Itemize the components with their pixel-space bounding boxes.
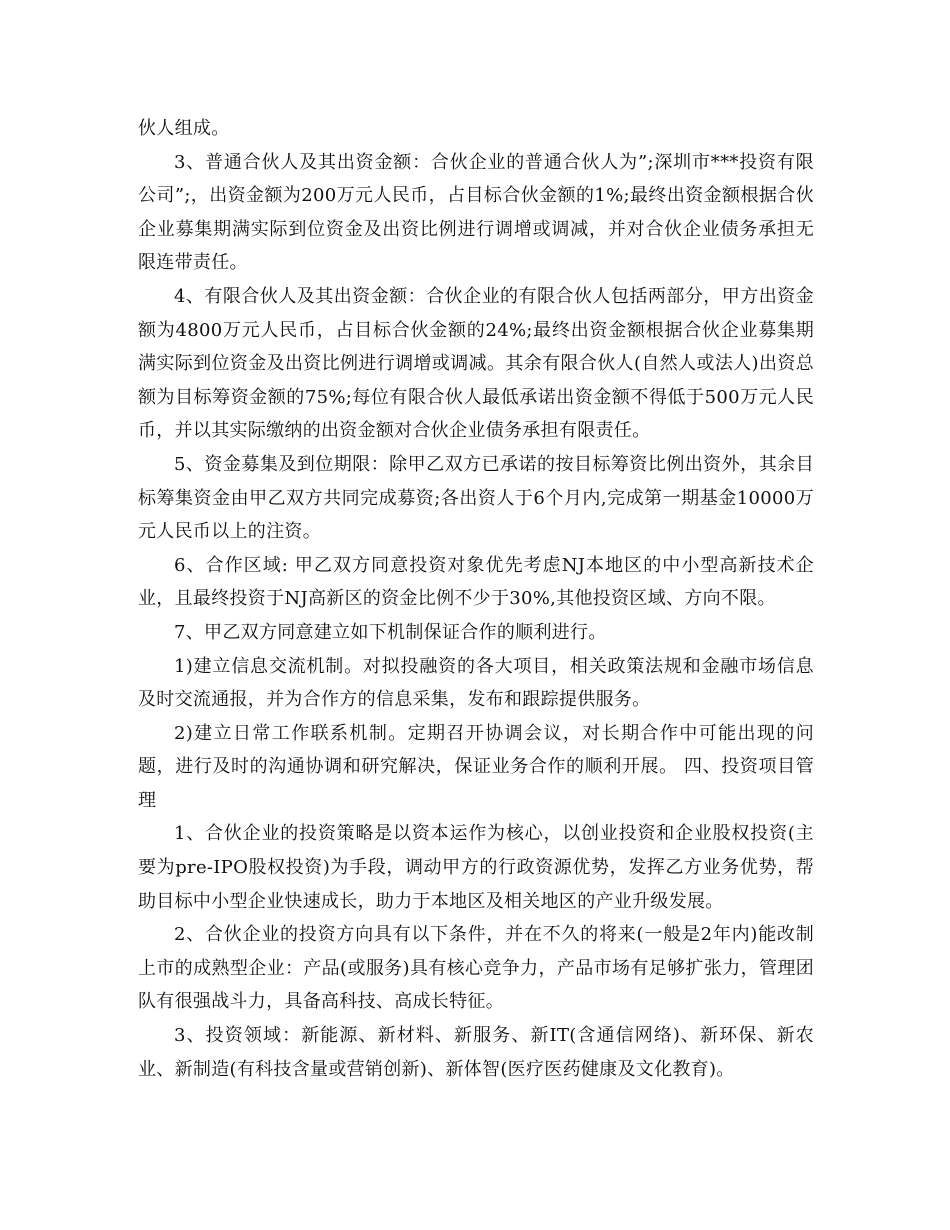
paragraph-fundraising-period: 5、资金募集及到位期限：除甲乙双方已承诺的按目标筹资比例出资外，其余目标筹集资金由甲乙双方共同完成募资;各出资人于6个月内,完成第一期基金10000万元人民币以上的注资。 bbox=[138, 453, 814, 543]
paragraph-cooperation-region: 6、合作区域: 甲乙双方同意投资对象优先考虑NJ本地区的中小型高新技术企业，且最终投资于NJ高新区的资金比例不少于30%,其他投资区域、方向不限。 bbox=[138, 554, 814, 610]
paragraph-general-partner: 3、普通合伙人及其出资金额：合伙企业的普通合伙人为”;深圳市***投资有限公司”;，出资金额为200万元人民币，占目标合伙金额的1%;最终出资金额根据合伙企业募集期满实际到位资金及出资比例进行调增或调减，并对合伙企业债务承担无限连带责任。 bbox=[138, 151, 814, 274]
paragraph-investment-strategy: 1、合伙企业的投资策略是以资本运作为核心，以创业投资和企业股权投资(主要为pre-IPO股权投资)为手段，调动甲方的行政资源优势，发挥乙方业务优势，帮助目标中小型企业快速成长，助力于本地区及相关地区的产业升级发展。 bbox=[138, 823, 814, 912]
paragraph-continuation: 伙人组成。 bbox=[138, 118, 230, 139]
paragraph-limited-partner: 4、有限合伙人及其出资金额：合伙企业的有限合伙人包括两部分，甲方出资金额为4800万元人民币，占目标合伙金额的24%;最终出资金额根据合伙企业募集期满实际到位资金及出资比例进行调增或调减。其余有限合伙人(自然人或法人)出资总额为目标筹资金额的75%;每位有限合伙人最低承诺出资金额不得低于500万元人民币，并以其实际缴纳的出资金额对合伙企业债务承担有限责任。 bbox=[138, 285, 814, 442]
document-page bbox=[138, 112, 814, 1086]
paragraph-investment-fields: 3、投资领域：新能源、新材料、新服务、新IT(含通信网络)、新环保、新农业、新制造(有科技含量或营销创新)、新体智(医疗医药健康及文化教育)。 bbox=[138, 1025, 814, 1080]
paragraph-daily-contact: 2)建立日常工作联系机制。定期召开协调会议，对长期合作中可能出现的问题，进行及时的沟通协调和研究解决，保证业务合作的顺利开展。 四、投资项目管理 bbox=[138, 722, 814, 811]
paragraph-cooperation-mechanism: 7、甲乙双方同意建立如下机制保证合作的顺利进行。 bbox=[174, 621, 607, 643]
paragraph-investment-direction: 2、合伙企业的投资方向具有以下条件，并在不久的将来(一般是2年内)能改制上市的成熟型企业：产品(或服务)具有核心竞争力，产品市场有足够扩张力，管理团队有很强战斗力，具备高科技、高成长特征。 bbox=[138, 924, 814, 1013]
paragraph-info-exchange: 1)建立信息交流机制。对拟投融资的各大项目，相关政策法规和金融市场信息及时交流通报，并为合作方的信息采集，发布和跟踪提供服务。 bbox=[138, 655, 814, 711]
